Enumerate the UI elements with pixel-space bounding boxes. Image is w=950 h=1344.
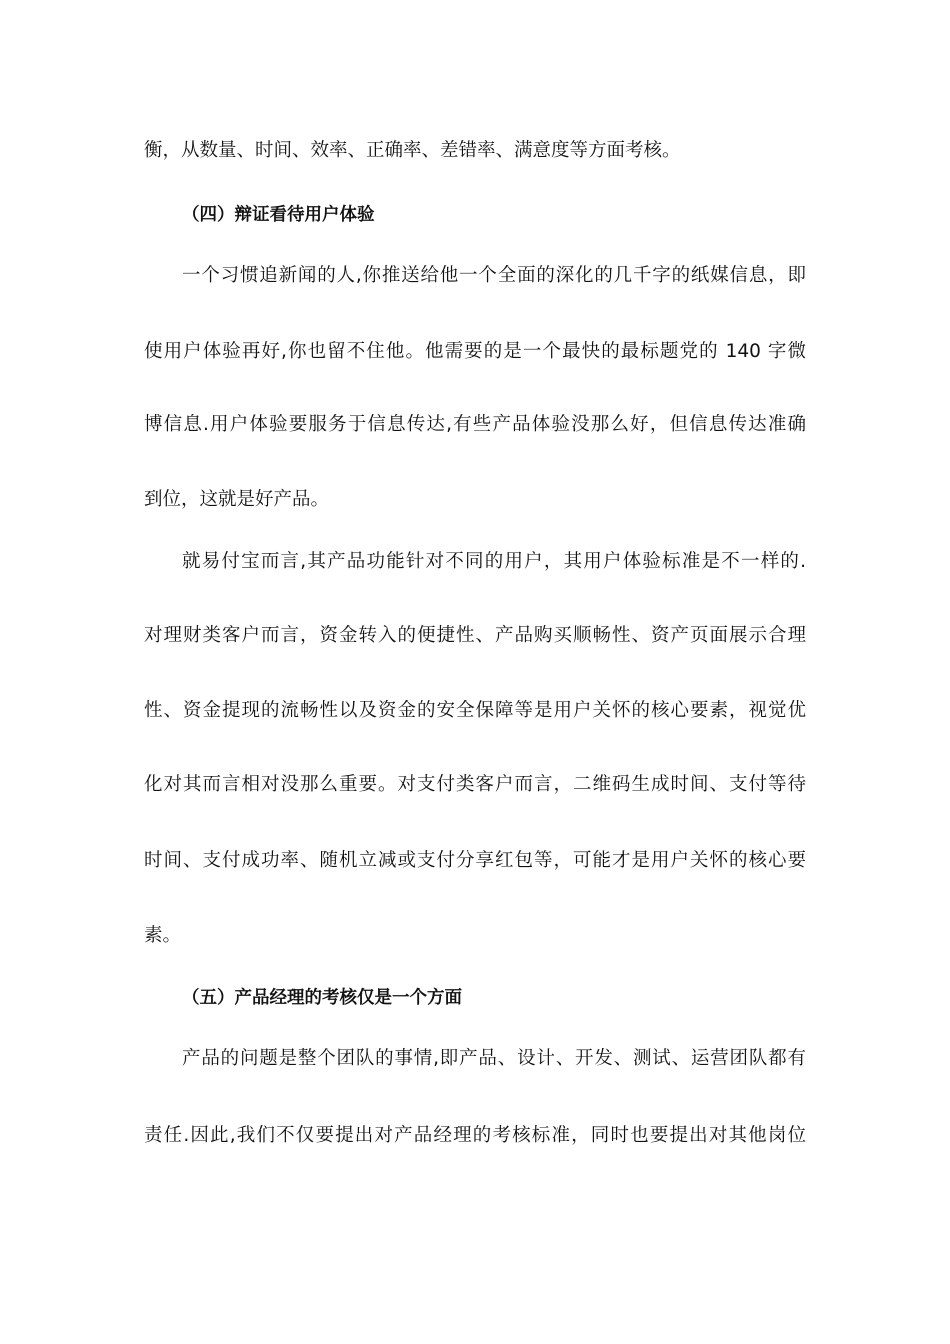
text-line: 时间、支付成功率、随机立减或支付分享红包等，可能才是用户关怀的核心要	[144, 850, 806, 871]
text-line: 博信息.用户体验要服务于信息传达,有些产品体验没那么好，但信息传达准确	[144, 414, 806, 435]
text-line: 素。	[144, 925, 182, 946]
text-line: 一个习惯追新闻的人,你推送给他一个全面的深化的几千字的纸媒信息，即	[182, 265, 806, 286]
text-line: 性、资金提现的流畅性以及资金的安全保障等是用户关怀的核心要素，视觉优	[144, 700, 806, 721]
text-line: 到位，这就是好产品。	[144, 489, 330, 510]
section-heading-4: （四）辩证看待用户体验	[182, 205, 375, 225]
text-line: 使用户体验再好,你也留不住他。他需要的是一个最快的最标题党的 140 字微	[144, 341, 806, 362]
text-line: 产品的问题是整个团队的事情,即产品、设计、开发、测试、运营团队都有	[182, 1048, 806, 1069]
text-line: 衡，从数量、时间、效率、正确率、差错率、满意度等方面考核。	[144, 140, 681, 161]
text-line: 就易付宝而言,其产品功能针对不同的用户，其用户体验标准是不一样的.	[182, 551, 806, 572]
text-line: 化对其而言相对没那么重要。对支付类客户而言，二维码生成时间、支付等待	[144, 774, 806, 795]
text-line: 责任.因此,我们不仅要提出对产品经理的考核标准，同时也要提出对其他岗位	[144, 1125, 806, 1146]
text-line: 对理财类客户而言，资金转入的便捷性、产品购买顺畅性、资产页面展示合理	[144, 625, 806, 646]
section-heading-5: （五）产品经理的考核仅是一个方面	[182, 988, 462, 1008]
